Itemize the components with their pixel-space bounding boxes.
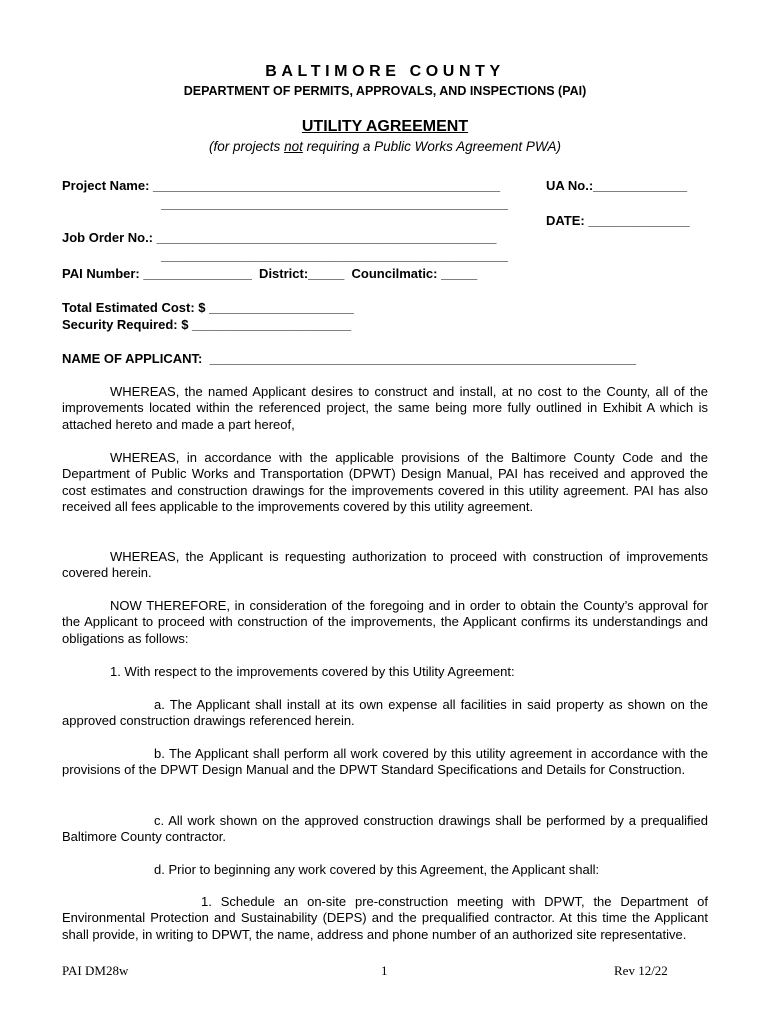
ua-number-field[interactable]: UA No.:_____________ xyxy=(546,178,688,193)
pai-district-councilmatic-fields[interactable]: PAI Number: _______________ District:_____ Councilmatic: _____ xyxy=(62,266,478,281)
agreement-title: UTILITY AGREEMENT xyxy=(301,118,469,135)
list-item-a: a. The Applicant shall install at its own expense all facilities in said property as shown on the approved construction drawings referenced herein. xyxy=(62,697,708,729)
subtitle-pre: (for projects xyxy=(209,139,285,154)
county-heading: BALTIMORE COUNTY xyxy=(265,63,505,80)
whereas-paragraph-2: WHEREAS, in accordance with the applicable provisions of the Baltimore County Code and the Department of Public Works and Transportation (DPWT) Design Manual, PAI has received and approved the cost estimates and construction drawings for the improvements covered in this utility agreement. PAI has also received all fees applicable to the improvements covered by this utility agreement. xyxy=(62,450,708,515)
subtitle-not: not xyxy=(284,139,303,154)
security-required-field[interactable]: Security Required: $ ______________________ xyxy=(62,317,352,332)
project-name-field[interactable]: Project Name: ________________________________________________ xyxy=(62,178,501,193)
list-item-c: c. All work shown on the approved construction drawings shall be performed by a prequalified Baltimore County contractor. xyxy=(62,813,708,845)
subtitle-post: requiring a Public Works Agreement PWA) xyxy=(302,139,561,154)
list-item-d: d. Prior to beginning any work covered by this Agreement, the Applicant shall: xyxy=(154,862,600,877)
project-name-continuation[interactable]: ________________________________________________ xyxy=(161,196,509,211)
now-therefore-paragraph: NOW THEREFORE, in consideration of the foregoing and in order to obtain the County’s approval for the Applicant to proceed with construction of the improvements, the Applicant confirms its understandings and obligations as follows: xyxy=(62,598,708,646)
job-order-field[interactable]: Job Order No.: _______________________________________________ xyxy=(62,230,497,245)
list-item-1: 1. With respect to the improvements covered by this Utility Agreement: xyxy=(110,664,515,679)
agreement-subtitle xyxy=(0,139,770,154)
job-order-continuation[interactable]: ________________________________________________ xyxy=(161,248,509,263)
list-item-d1: 1. Schedule an on-site pre-construction meeting with DPWT, the Department of Environmental Protection and Sustainability (DEPS) and the prequalified contractor. At this time the Applicant shall provide, in writing to DPWT, the name, address and phone number of an authorized site representative. xyxy=(62,894,708,942)
whereas-paragraph-1: WHEREAS, the named Applicant desires to construct and install, at no cost to the County, all of the improvements located within the referenced project, the same being more fully outlined in Exhibit A which is attached hereto and made a part hereof, xyxy=(62,384,708,432)
total-estimated-cost-field[interactable]: Total Estimated Cost: $ ____________________ xyxy=(62,300,354,315)
list-item-b: b. The Applicant shall perform all work covered by this utility agreement in accordance with the provisions of the DPWT Design Manual and the DPWT Standard Specifications and Details for Construction. xyxy=(62,746,708,778)
department-heading: DEPARTMENT OF PERMITS, APPROVALS, AND INSPECTIONS (PAI) xyxy=(183,84,587,98)
revision-label: Rev 12/22 xyxy=(614,963,668,978)
whereas-paragraph-3: WHEREAS, the Applicant is requesting authorization to proceed with construction of improvements covered herein. xyxy=(62,549,708,581)
page-number: 1 xyxy=(381,963,388,978)
date-field[interactable]: DATE: ______________ xyxy=(546,213,690,228)
form-id: PAI DM28w xyxy=(62,963,129,978)
applicant-name-field[interactable]: NAME OF APPLICANT: ___________________________________________________________ xyxy=(62,351,637,366)
